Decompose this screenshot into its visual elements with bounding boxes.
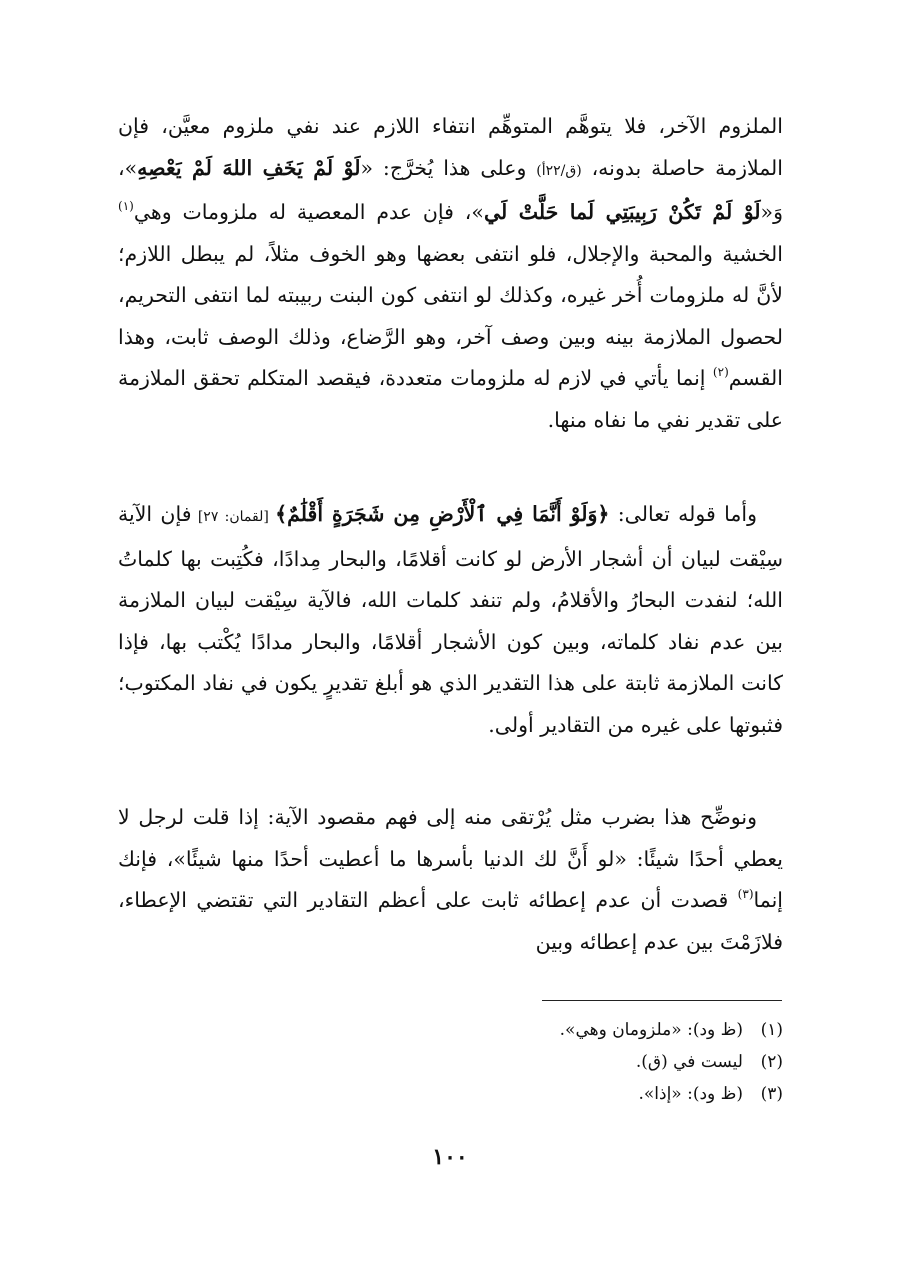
footnote-marker-2: (٢) (712, 365, 729, 379)
footnote-divider (542, 1000, 782, 1001)
paragraph-3-segment: ونوضِّح هذا بضرب مثل يُرْتقى منه إلى فهم مقصود الآية: إذا قلت لرجل لا يعطي أحدًا شيئًا: «لو أَنَّ لك الدنيا بأسرها ما أعطيت أحدًا منها شيئًا»، فإنك إنما (118, 805, 783, 912)
paragraph-2-text (118, 494, 783, 746)
footnote-item (118, 1046, 783, 1078)
paragraph-1-segment: إنما يأتي في لازم له ملزومات متعددة، فيقصد المتكلم تحقق الملازمة على تقدير نفي ما نفاه منها. (118, 366, 783, 432)
footnote-text: (ظ ود): «إذا». (638, 1084, 743, 1104)
paragraph-1 (118, 106, 783, 441)
footnote-number: (٢) (760, 1052, 783, 1072)
hadith-quote-1: لَوْ لَمْ يَخَفِ اللهَ لَمْ يَعْصِهِ (137, 155, 361, 180)
paragraph-3 (118, 797, 783, 963)
paragraph-1-segment: »، فإن عدم المعصية له ملزومات وهي (133, 200, 484, 224)
paragraph-1-segment: الملزوم الآخر، فلا يتوهَّم المتوهِّم انتفاء اللازم عند نفي ملزوم معيَّن، فإن الملازمة حاصلة بدونه، (118, 114, 783, 180)
footnote-item (118, 1014, 783, 1046)
paragraph-1-text (118, 106, 783, 441)
paragraph-3-text (118, 797, 783, 963)
quran-verse: ﴿وَلَوْ أَنَّمَا فِي ٱلْأَرْضِ مِن شَجَرَةٍ أَقْلَٰمٌ﴾ (275, 502, 610, 526)
paragraph-1-segment: الخشية والمحبة والإجلال، فلو انتفى بعضها وهو الخوف مثلاً، لم يبطل اللازم؛ لأنَّ له ملزومات أُخر غيره، وكذلك لو انتفى كون البنت ربيبته لما انتفى التحريم، لحصول الملازمة بينه وبين وصف آخر، وهو الرَّضاع، وذلك الوصف ثابت، وهذا القسم (118, 241, 783, 390)
paragraph-1-segment: وعلى هذا يُخرَّج: « (360, 155, 537, 180)
footnote-marker-1: (١) (118, 199, 134, 213)
footnotes (118, 1014, 783, 1110)
footnote-item (118, 1078, 783, 1110)
footnote-text: ليست في (ق). (635, 1052, 743, 1072)
paragraph-2-segment: فإن الآية سِيْقت لبيان أن أشجار الأرض لو كانت أقلامًا، والبحار مِدادًا، فكُتِبت بها كلماتُ الله؛ لنفدت البحارُ والأقلامُ، ولم تنفد كلمات الله، فالآية سِيْقت لبيان الملازمة بين عدم نفاد كلماته، وبين كون الأشجار أقلامًا، والبحار مدادًا يُكْتب بها، فإذا كانت الملازمة ثابتة على هذا التقدير الذي هو أبلغ تقديرٍ يكون في نفاد المكتوب؛ فثبوتها على غيره من التقادير أولى. (118, 502, 783, 737)
paragraph-2 (118, 494, 783, 746)
page-number: ١٠٠ (432, 1144, 468, 1170)
footnote-text: (ظ ود): «ملزومان وهي». (559, 1020, 743, 1040)
paragraph-1-segment: »، وَ« (118, 155, 783, 224)
footnote-number: (٣) (760, 1084, 783, 1104)
manuscript-folio-ref: (ق/٢٢أ) (536, 162, 582, 179)
footnote-number: (١) (760, 1020, 783, 1040)
hadith-quote-2: لَوْ لَمْ تَكُنْ رَبِيبَتِي لَما حَلَّتْ لَي (483, 200, 761, 224)
footnote-marker-3: (٣) (737, 887, 754, 901)
paragraph-3-segment: قصدت أن عدم إعطائه ثابت على أعظم التقادير التي تقتضي الإعطاء، فلازَمْتَ بين عدم إعطائه وبين (118, 888, 783, 954)
paragraph-2-segment: وأما قوله تعالى: (609, 502, 757, 526)
verse-reference: [لقمان: ٢٧] (191, 509, 276, 525)
